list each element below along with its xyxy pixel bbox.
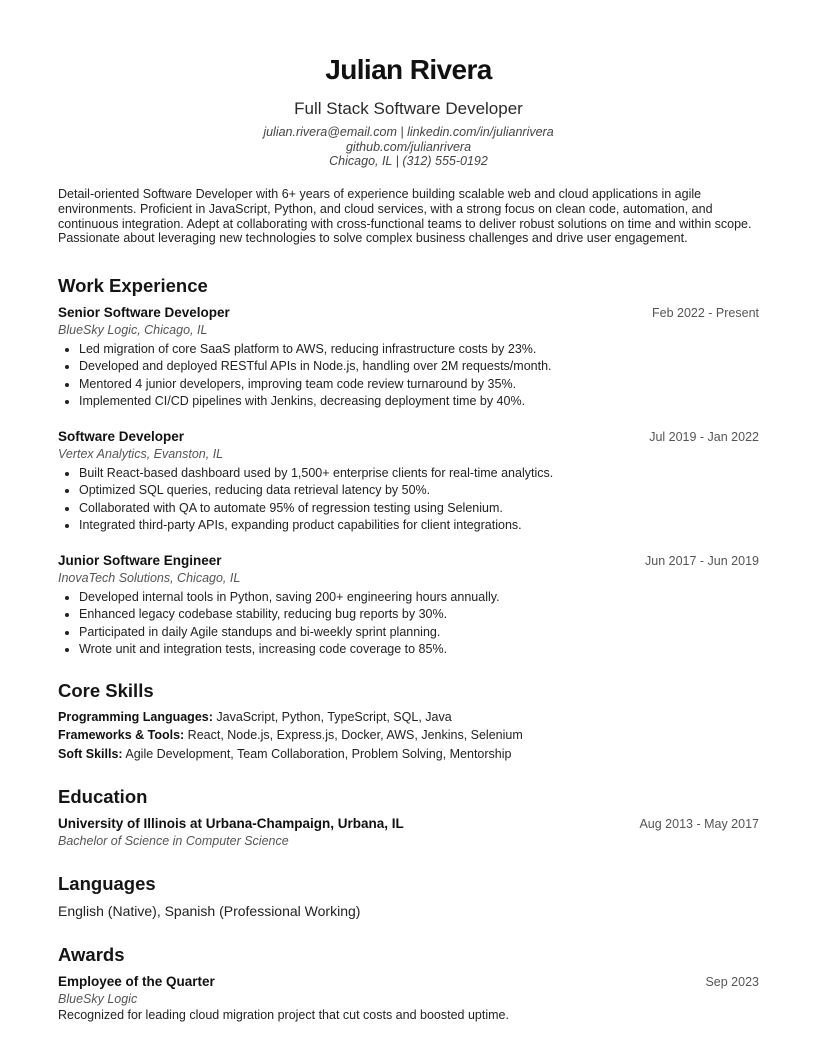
job-bullets: [58, 341, 759, 411]
job-dates: Feb 2022 - Present: [651, 305, 759, 320]
award-entry: [58, 973, 759, 1023]
job-bullets: [58, 589, 759, 659]
job-bullet: • Mentored 4 junior developers, improving team code review turnaround by 35%.: [79, 376, 759, 394]
job-bullet: • Optimized SQL queries, reducing data retrieval latency by 50%.: [79, 482, 759, 500]
education-entry: [58, 815, 759, 850]
job-entry: [58, 552, 759, 659]
job-bullet: • Implemented CI/CD pipelines with Jenkins, decreasing deployment time by 40%.: [79, 393, 759, 411]
job-title: Junior Software Engineer: [58, 552, 222, 568]
job-bullet: • Built React-based dashboard used by 1,500+ enterprise clients for real-time analytics.: [79, 465, 759, 483]
job-entry: [58, 304, 759, 411]
job-bullet: • Integrated third-party APIs, expanding product capabilities for client integrations.: [79, 517, 759, 535]
section-title-languages: Languages: [58, 873, 156, 895]
job-bullets: [58, 465, 759, 535]
job-title: Software Developer: [58, 428, 185, 444]
contact-email-linkedin: julian.rivera@email.com | linkedin.com/in/julianrivera: [263, 125, 554, 139]
resume-page: [58, 50, 759, 1023]
job-bullet: • Enhanced legacy codebase stability, reducing bug reports by 30%.: [79, 606, 759, 624]
contact-github: github.com/julianrivera: [345, 139, 472, 154]
skill-row: [58, 745, 759, 764]
skill-row: [58, 726, 759, 745]
job-bullet: • Participated in daily Agile standups and bi-weekly sprint planning.: [79, 624, 759, 642]
skill-label: Soft Skills:: [58, 746, 123, 761]
skill-label: Frameworks & Tools:: [58, 728, 185, 743]
candidate-name: Julian Rivera: [325, 54, 492, 85]
candidate-title: Full Stack Software Developer: [294, 99, 523, 118]
job-bullet: • Collaborated with QA to automate 95% of regression testing using Selenium.: [79, 500, 759, 518]
skills-list: [58, 708, 759, 764]
section-title-education: Education: [58, 786, 148, 808]
section-title-awards: Awards: [58, 944, 125, 966]
award-description: Recognized for leading cloud migration project that cut costs and boosted uptime.: [58, 1008, 509, 1023]
degree: Bachelor of Science in Computer Science: [58, 834, 289, 849]
section-title-experience: Work Experience: [58, 274, 208, 296]
award-date: Sep 2023: [705, 975, 759, 990]
job-dates: Jun 2017 - Jun 2019: [645, 553, 759, 568]
skill-value: React, Node.js, Express.js, Docker, AWS, Jenkins, Selenium: [187, 728, 523, 743]
section-title-skills: Core Skills: [58, 679, 154, 701]
skill-value: JavaScript, Python, TypeScript, SQL, Java: [216, 709, 452, 724]
job-bullet: • Developed internal tools in Python, saving 200+ engineering hours annually.: [79, 589, 759, 607]
skill-value: Agile Development, Team Collaboration, Problem Solving, Mentorship: [125, 746, 512, 761]
contact-location-phone: Chicago, IL | (312) 555-0192: [329, 154, 488, 169]
job-bullet: • Developed and deployed RESTful APIs in Node.js, handling over 2M requests/month.: [79, 358, 759, 376]
professional-summary: Detail-oriented Software Developer with 6+ years of experience building scalable web and cloud applications in agile environments. Proficient in JavaScript, Python, and cloud services, with a strong focus on clean code, automation, and continuous integration. Adept at collaborating with cross-functional teams to deliver robust solutions on time and within scope. Passionate about leveraging new technologies to solve complex business challenges and drive user engagement.: [58, 187, 752, 246]
skill-label: Programming Languages:: [58, 709, 213, 724]
job-dates: Jul 2019 - Jan 2022: [649, 429, 759, 444]
job-company: Vertex Analytics, Evanston, IL: [58, 446, 224, 461]
job-company: InovaTech Solutions, Chicago, IL: [58, 570, 241, 585]
skill-row: [58, 708, 759, 727]
job-bullet: • Led migration of core SaaS platform to AWS, reducing infrastructure costs by 23%.: [79, 341, 759, 359]
education-dates: Aug 2013 - May 2017: [639, 817, 759, 832]
award-title: Employee of the Quarter: [58, 974, 215, 990]
languages-text: English (Native), Spanish (Professional Working): [58, 903, 361, 920]
contact-block: [58, 125, 759, 169]
school-name: University of Illinois at Urbana-Champaign, Urbana, IL: [58, 816, 404, 832]
job-company: BlueSky Logic, Chicago, IL: [58, 322, 208, 337]
award-org: BlueSky Logic: [58, 992, 138, 1007]
job-title: Senior Software Developer: [58, 304, 230, 320]
job-entry: [58, 428, 759, 535]
job-bullet: • Wrote unit and integration tests, increasing code coverage to 85%.: [79, 641, 759, 659]
